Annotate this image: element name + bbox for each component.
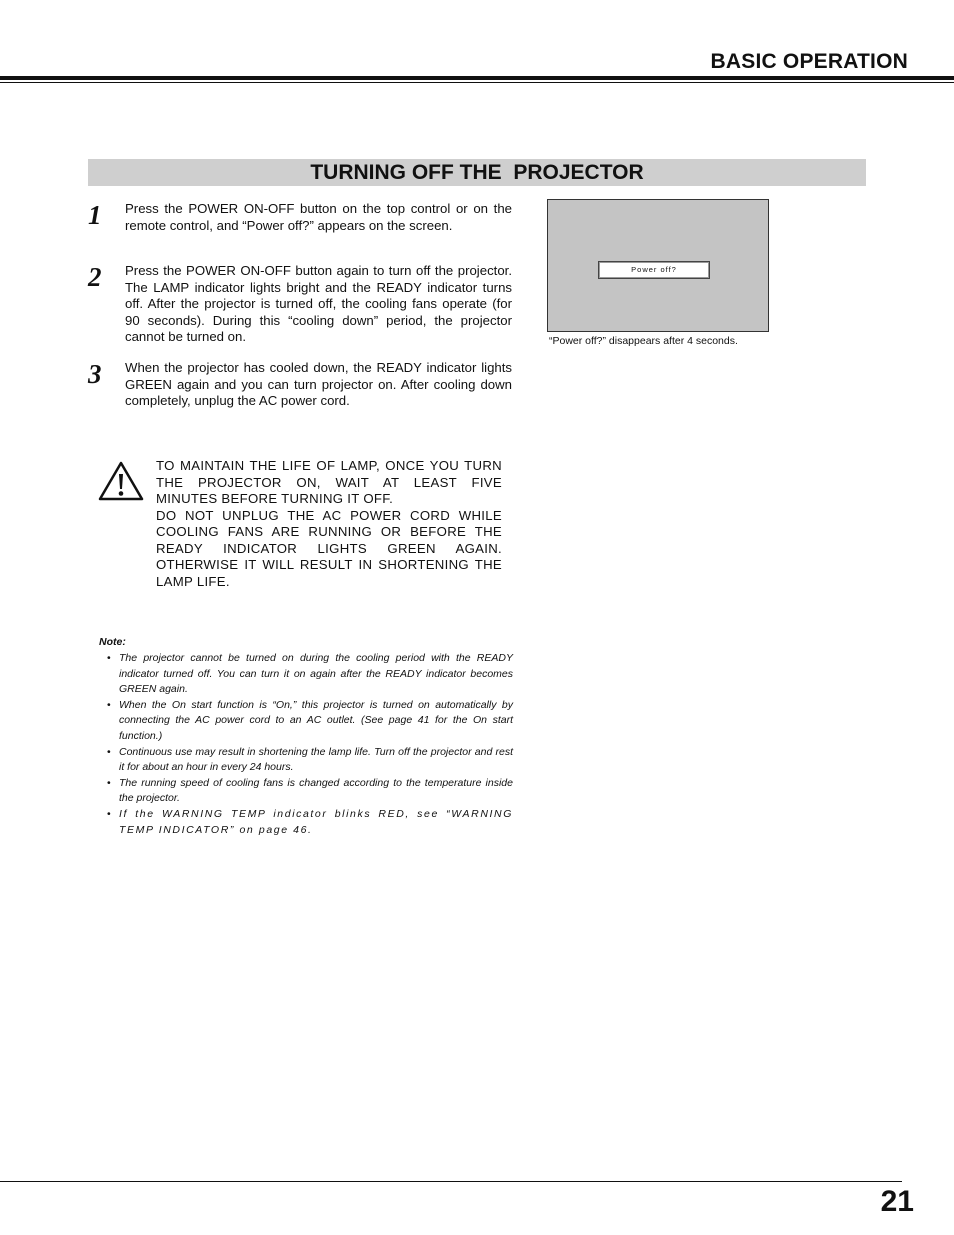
step-text: Press the POWER ON-OFF button again to turn off the projector. The LAMP indicator lights bright and the READY indicator turns off. After the projector is turned off, the cooling fans operate (for 90 seconds). During this “cooling down” period, the projector cannot be turned on. bbox=[125, 263, 512, 344]
note-text: When the On start function is “On,” this projector is turned on automatically by connecting the AC power cord to an AC outlet. (See page 41 for the On start function.) bbox=[119, 698, 513, 742]
list-item bbox=[99, 807, 513, 838]
warning-text bbox=[156, 458, 502, 590]
step-text: When the projector has cooled down, the READY indicator lights GREEN again and you can turn projector on. After cooling down completely, unplug the AC power cord. bbox=[125, 360, 512, 408]
warning-triangle-icon bbox=[98, 460, 144, 502]
header-rule-thick bbox=[0, 76, 954, 80]
list-item bbox=[99, 745, 513, 776]
note-heading: Note: bbox=[99, 636, 126, 648]
note-list bbox=[99, 651, 513, 838]
bullet: • bbox=[107, 776, 111, 789]
note-text: The running speed of cooling fans is changed according to the temperature inside the projector. bbox=[119, 776, 513, 805]
list-item bbox=[99, 698, 513, 745]
step-number: 1 bbox=[88, 200, 102, 230]
step-number: 3 bbox=[88, 359, 102, 389]
screen-illustration bbox=[547, 199, 769, 332]
bullet: • bbox=[107, 807, 113, 820]
screen-caption: “Power off?” disappears after 4 seconds. bbox=[549, 335, 738, 347]
section-header-title: BASIC OPERATION bbox=[710, 50, 908, 73]
footer-rule bbox=[0, 1181, 902, 1182]
header-rule-thin bbox=[0, 82, 954, 83]
bullet: • bbox=[107, 745, 111, 758]
page-title: TURNING OFF THE PROJECTOR bbox=[88, 159, 866, 186]
power-off-dialog: Power off? bbox=[598, 261, 710, 279]
warning-paragraph: DO NOT UNPLUG THE AC POWER CORD WHILE COOLING FANS ARE RUNNING OR BEFORE THE READY INDICATOR LIGHTS GREEN AGAIN. OTHERWISE IT WILL RESULT IN SHORTENING THE LAMP LIFE. bbox=[156, 507, 502, 589]
note-text: The projector cannot be turned on during the cooling period with the READY indicator turned off. You can turn it on again after the READY indicator becomes GREEN again. bbox=[119, 652, 513, 696]
bullet: • bbox=[107, 698, 111, 711]
note-text: Continuous use may result in shortening the lamp life. Turn off the projector and rest it for about an hour in every 24 hours. bbox=[119, 745, 513, 774]
warning-paragraph: TO MAINTAIN THE LIFE OF LAMP, ONCE YOU TURN THE PROJECTOR ON, WAIT AT LEAST FIVE MINUTES BEFORE TURNING IT OFF. bbox=[156, 458, 502, 506]
note-text: If the WARNING TEMP indicator blinks RED, see “WARNING TEMP INDICATOR” on page 46. bbox=[119, 807, 513, 836]
step-text: Press the POWER ON-OFF button on the top control or on the remote control, and “Power off?” appears on the screen. bbox=[125, 201, 512, 233]
bullet: • bbox=[107, 652, 111, 664]
list-item bbox=[99, 776, 513, 807]
page-number: 21 bbox=[880, 1185, 914, 1218]
step-number: 2 bbox=[88, 262, 102, 292]
list-item bbox=[99, 651, 513, 698]
